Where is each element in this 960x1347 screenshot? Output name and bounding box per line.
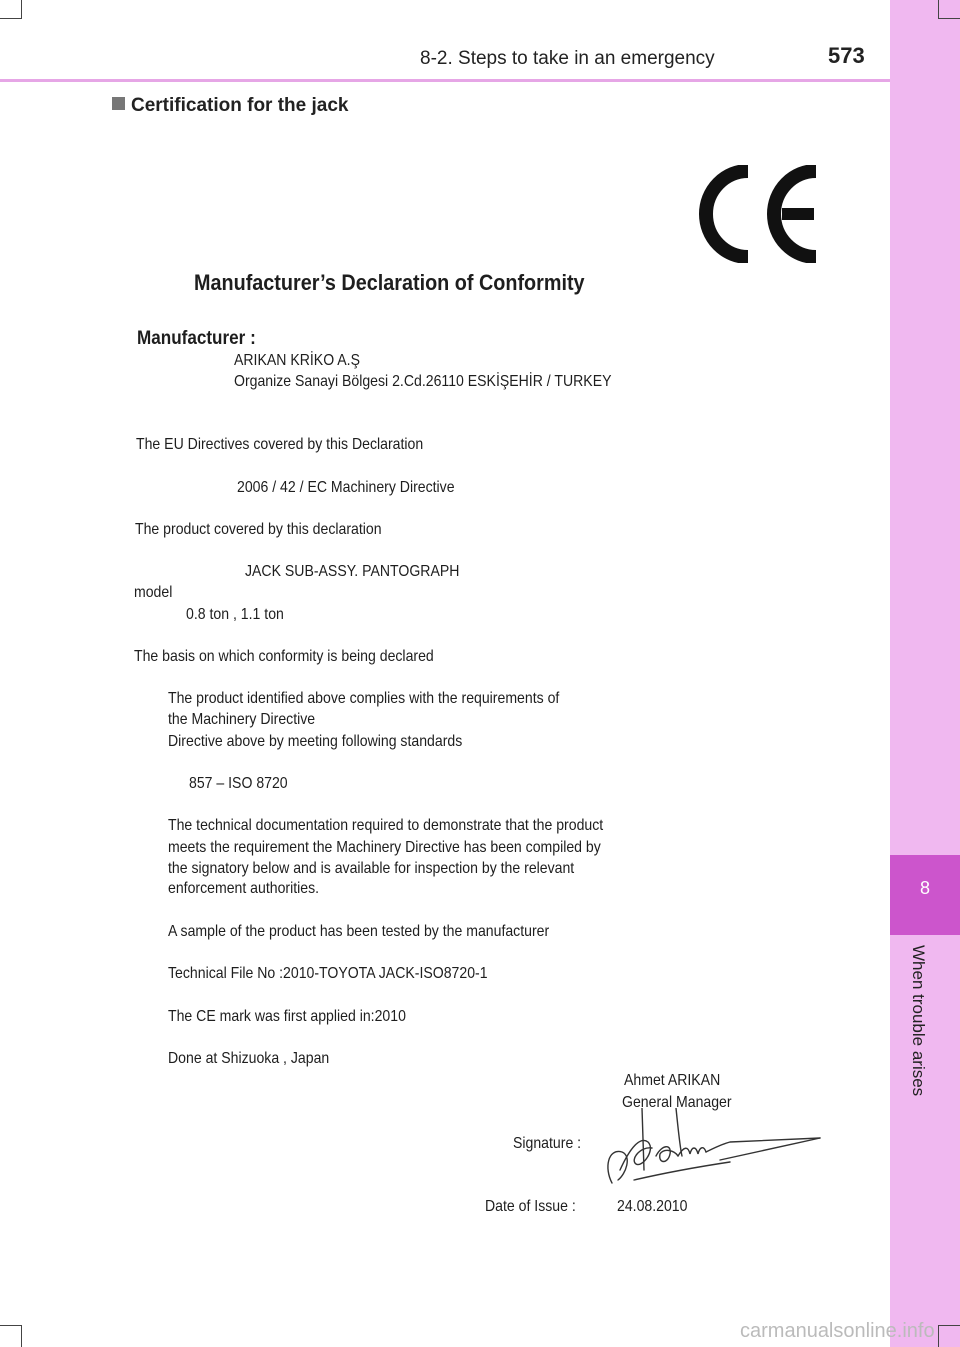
directives-label: The EU Directives covered by this Declaration <box>136 436 424 453</box>
manufacturer-address: Organize Sanayi Bölgesi 2.Cd.26110 ESKİŞEHİR / TURKEY <box>234 373 612 390</box>
basis-line: Directive above by meeting following standards <box>168 733 463 750</box>
crop-mark <box>938 0 939 18</box>
date-label: Date of Issue : <box>485 1198 576 1215</box>
technical-file: Technical File No :2010-TOYOTA JACK-ISO8720-1 <box>168 965 488 982</box>
crop-mark <box>21 0 22 18</box>
signatory-title: General Manager <box>622 1094 732 1111</box>
model-values: 0.8 ton , 1.1 ton <box>186 606 284 623</box>
tech-doc-line: meets the requirement the Machinery Directive has been compiled by <box>168 839 601 856</box>
ce-mark-logo <box>698 165 823 263</box>
tech-doc-line: The technical documentation required to demonstrate that the product <box>168 817 604 834</box>
manufacturer-name: ARIKAN KRİKO A.Ş <box>234 352 360 369</box>
signature-image <box>600 1108 825 1193</box>
side-tab <box>890 0 960 1347</box>
standard: 857 – ISO 8720 <box>189 775 288 792</box>
product-name: JACK SUB-ASSY. PANTOGRAPH <box>245 563 460 580</box>
chapter-number: 8 <box>919 878 930 898</box>
manufacturer-label: Manufacturer : <box>137 328 256 349</box>
crop-mark <box>938 1325 939 1347</box>
crop-mark <box>938 18 960 19</box>
crop-mark <box>0 18 22 19</box>
model-label: model <box>134 584 173 601</box>
sample-tested: A sample of the product has been tested by the manufacturer <box>168 923 550 940</box>
declaration-title: Manufacturer’s Declaration of Conformity <box>194 270 585 295</box>
done-at: Done at Shizuoka , Japan <box>168 1050 330 1067</box>
tech-doc-line: enforcement authorities. <box>168 880 320 897</box>
section-title <box>112 95 349 117</box>
directive: 2006 / 42 / EC Machinery Directive <box>237 479 455 496</box>
crop-mark <box>0 1325 22 1326</box>
date-value: 24.08.2010 <box>617 1198 688 1215</box>
basis-line: the Machinery Directive <box>168 711 316 728</box>
watermark: carmanualsonline.info <box>740 1320 935 1342</box>
tech-doc-line: the signatory below and is available for inspection by the relevant <box>168 860 575 877</box>
header-rule <box>0 79 890 82</box>
signature-label: Signature : <box>513 1135 582 1152</box>
crop-mark <box>21 1325 22 1347</box>
ce-first-applied: The CE mark was first applied in:2010 <box>168 1008 406 1025</box>
basis-line: The product identified above complies with the requirements of <box>168 690 560 707</box>
section-title-text: Certification for the jack <box>131 95 349 116</box>
section-bullet-icon <box>112 97 125 110</box>
basis-label: The basis on which conformity is being declared <box>134 648 434 665</box>
chapter-label: When trouble arises <box>909 945 928 1097</box>
chapter-title: 8-2. Steps to take in an emergency <box>420 48 715 69</box>
product-label: The product covered by this declaration <box>135 521 382 538</box>
page-number: 573 <box>828 43 865 68</box>
crop-mark <box>938 1325 960 1326</box>
signatory-name: Ahmet ARIKAN <box>624 1072 721 1089</box>
